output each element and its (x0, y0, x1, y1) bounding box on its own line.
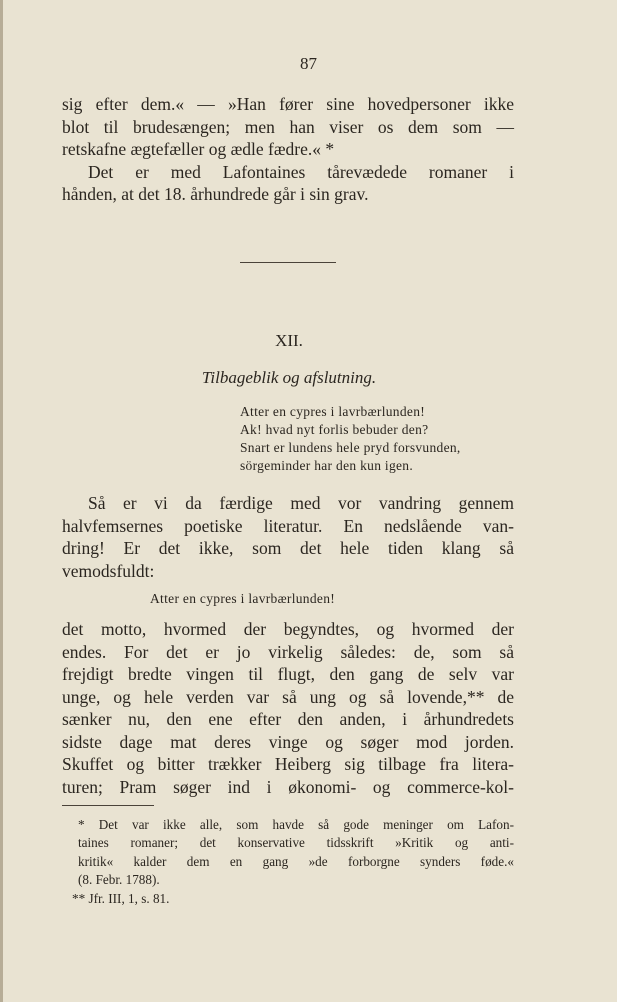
footnote-line: ** Jfr. III, 1, s. 81. (72, 890, 170, 906)
text-line: sig efter dem.« — »Han fører sine hovedpersoner ikke (62, 94, 514, 114)
text-line: hånden, at det 18. århundrede går i sin grav. (62, 184, 369, 204)
text-line: retskafne ægtefæller og ædle fædre.« * (62, 139, 335, 159)
verse-line: Atter en cypres i lavrbærlunden! (240, 404, 426, 419)
motto-quote: Atter en cypres i lavrbærlunden! (150, 591, 336, 606)
text-line: blot til brudesængen; men han viser os dem som — (62, 116, 514, 137)
text-line: dring! Er det ikke, som det hele tiden klang så (62, 538, 514, 558)
footnote-rule (62, 805, 154, 806)
paragraph-1 (62, 93, 514, 206)
footnotes (62, 816, 514, 908)
paragraph-3 (62, 618, 514, 798)
verse-epigraph (240, 403, 461, 475)
text-line: det motto, hvormed der begyndtes, og hvormed der (62, 619, 514, 639)
text-line: sænker nu, den ene efter den anden, i århundredets (62, 709, 514, 729)
text-line: unge, og hele verden var så ung og så lovende,** de (62, 686, 514, 707)
text-line: endes. For det er jo virkelig således: de, som så (62, 641, 514, 662)
text-line: halvfemsernes poetiske literatur. En nedslående van- (62, 515, 514, 536)
text-line: vemodsfuldt: (62, 560, 155, 581)
chapter-number: XII. (275, 331, 303, 350)
chapter-title: Tilbageblik og afslutning. (201, 368, 377, 387)
text-line: sidste dage mat deres vinge og søger mod jorden. (62, 731, 514, 752)
section-divider (240, 262, 336, 263)
verse-line: sörgeminder har den kun igen. (240, 458, 414, 473)
page-number: 87 (300, 54, 317, 73)
text-line: Skuffet og bitter trækker Heiberg sig tilbage fra litera- (62, 754, 514, 774)
page-edge (0, 0, 3, 1002)
footnote-line: * Det var ikke alle, som havde så gode meninger om Lafon- (78, 817, 514, 832)
text-line: Så er vi da færdige med vor vandring gennem (88, 493, 514, 513)
footnote-line: (8. Febr. 1788). (78, 872, 160, 888)
footnote-line: kritik« kalder dem en gang »de forborgne synders føde.« (78, 853, 514, 869)
text-line: turen; Pram søger ind i økonomi- og commerce-kol- (62, 776, 514, 797)
verse-line: Snart er lundens hele pryd forsvunden, (240, 440, 461, 455)
text-line: Det er med Lafontaines tårevædede romaner i (88, 161, 514, 182)
footnote-line: taines romaner; det konservative tidsskrift »Kritik og anti- (78, 835, 514, 851)
paragraph-2 (62, 492, 514, 582)
text-line: frejdigt bredte vingen til flugt, den gang de selv var (62, 664, 514, 684)
verse-line: Ak! hvad nyt forlis bebuder den? (240, 422, 429, 437)
